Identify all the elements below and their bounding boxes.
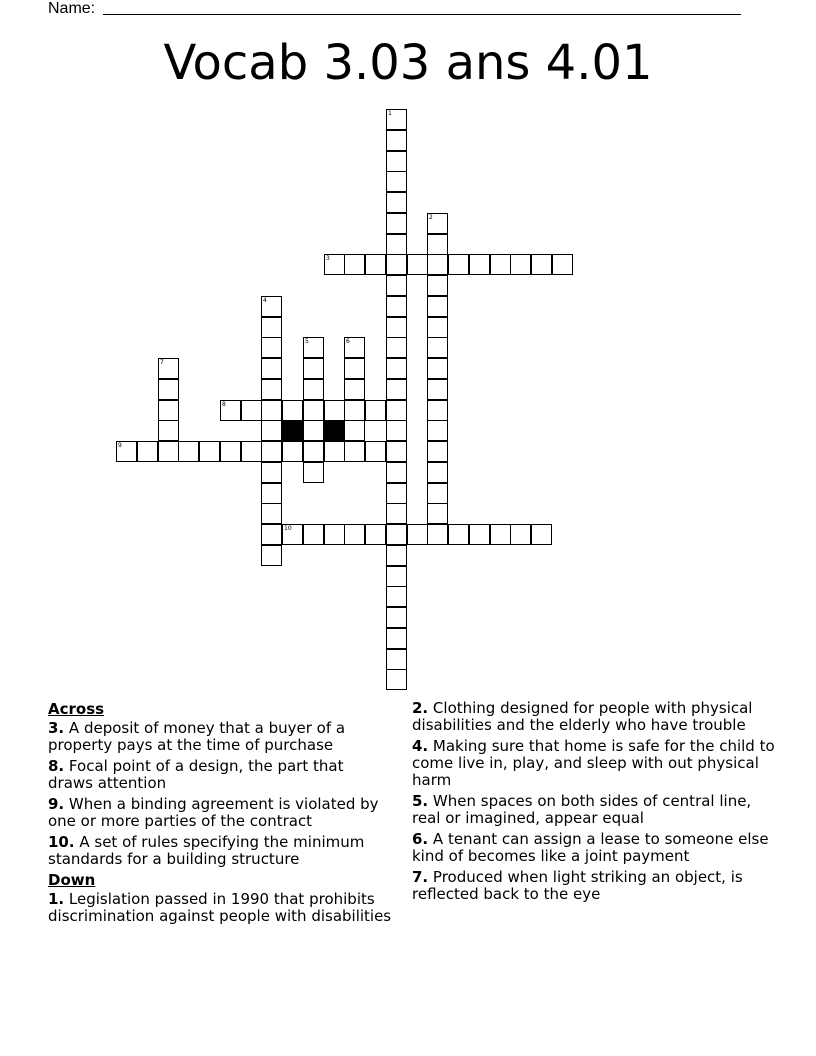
grid-cell[interactable]	[324, 400, 345, 421]
clue-across-9	[48, 796, 393, 830]
grid-cell[interactable]	[261, 462, 282, 483]
grid-cell[interactable]	[303, 441, 324, 462]
grid-cell[interactable]	[137, 441, 158, 462]
clue-number: 6.	[412, 830, 429, 848]
black-cell	[324, 420, 345, 441]
name-label: Name:	[48, 0, 96, 17]
grid-cell[interactable]	[510, 524, 531, 545]
grid-cell[interactable]	[261, 503, 282, 524]
grid-cell[interactable]	[386, 254, 407, 275]
down-heading: Down	[48, 871, 96, 889]
grid-cell[interactable]	[427, 234, 448, 255]
grid-cell[interactable]	[427, 420, 448, 441]
grid-cell[interactable]	[407, 254, 428, 275]
grid-cell[interactable]	[158, 379, 179, 400]
clue-text: Clothing designed for people with physical disabilities and the elderly who have trouble	[412, 699, 753, 734]
grid-cell[interactable]	[386, 337, 407, 358]
clue-number-label: 4	[263, 297, 267, 304]
grid-cell[interactable]	[427, 379, 448, 400]
clue-text: Focal point of a design, the part that draws attention	[48, 757, 344, 792]
clue-number: 4.	[412, 737, 429, 755]
grid-cell[interactable]	[158, 400, 179, 421]
clue-down-6	[412, 831, 777, 865]
grid-cell[interactable]	[365, 254, 386, 275]
grid-cell[interactable]	[365, 400, 386, 421]
grid-cell[interactable]	[344, 337, 365, 358]
grid-cell[interactable]	[158, 441, 179, 462]
clue-text: Produced when light striking an object, is reflected back to the eye	[412, 868, 743, 903]
grid-cell[interactable]	[386, 545, 407, 566]
grid-cell[interactable]	[427, 503, 448, 524]
grid-cell[interactable]	[427, 254, 448, 275]
clue-down-4	[412, 738, 777, 789]
grid-cell[interactable]	[261, 545, 282, 566]
grid-cell[interactable]	[303, 379, 324, 400]
grid-cell[interactable]	[386, 213, 407, 234]
grid-cell[interactable]	[344, 524, 365, 545]
clue-across-10	[48, 834, 393, 868]
grid-cell[interactable]	[531, 524, 552, 545]
grid-cell[interactable]	[116, 441, 137, 462]
clue-number-label: 9	[118, 442, 122, 449]
grid-cell[interactable]	[344, 441, 365, 462]
grid-cell[interactable]	[427, 275, 448, 296]
grid-cell[interactable]	[386, 441, 407, 462]
grid-cell[interactable]	[386, 420, 407, 441]
grid-cell[interactable]	[427, 337, 448, 358]
grid-cell[interactable]	[427, 524, 448, 545]
grid-cell[interactable]	[261, 483, 282, 504]
clue-number: 2.	[412, 699, 429, 717]
clue-number-label: 3	[326, 255, 330, 262]
grid-cell[interactable]	[469, 524, 490, 545]
grid-cell[interactable]	[158, 358, 179, 379]
clue-text: Making sure that home is safe for the child to come live in, play, and sleep with out physical harm	[412, 737, 775, 789]
grid-cell[interactable]	[282, 524, 303, 545]
grid-cell[interactable]	[386, 379, 407, 400]
grid-cell[interactable]	[365, 524, 386, 545]
grid-cell[interactable]	[261, 524, 282, 545]
clue-text: Legislation passed in 1990 that prohibits discrimination against people with disabilities	[48, 890, 392, 925]
clue-text: A deposit of money that a buyer of a property pays at the time of purchase	[48, 719, 346, 754]
clue-number: 9.	[48, 795, 65, 813]
clue-number-label: 7	[160, 359, 164, 366]
grid-cell[interactable]	[386, 192, 407, 213]
clue-text: When a binding agreement is violated by one or more parties of the contract	[48, 795, 379, 830]
clue-down-7	[412, 869, 777, 903]
grid-cell[interactable]	[386, 566, 407, 587]
grid-cell[interactable]	[261, 296, 282, 317]
clue-down-2	[412, 700, 777, 734]
grid-cell[interactable]	[365, 441, 386, 462]
grid-cell[interactable]	[386, 628, 407, 649]
grid-cell[interactable]	[282, 400, 303, 421]
clue-across-8	[48, 758, 393, 792]
clue-number-label: 1	[388, 110, 392, 117]
grid-cell[interactable]	[303, 400, 324, 421]
grid-cell[interactable]	[158, 420, 179, 441]
grid-cell[interactable]	[386, 317, 407, 338]
grid-cell[interactable]	[386, 586, 407, 607]
grid-cell[interactable]	[448, 524, 469, 545]
grid-cell[interactable]	[386, 462, 407, 483]
grid-cell[interactable]	[199, 441, 220, 462]
grid-cell[interactable]	[386, 607, 407, 628]
grid-cell[interactable]	[427, 400, 448, 421]
grid-cell[interactable]	[220, 400, 241, 421]
clue-number: 10.	[48, 833, 75, 851]
grid-cell[interactable]	[427, 317, 448, 338]
across-heading: Across	[48, 700, 105, 718]
grid-cell[interactable]	[386, 400, 407, 421]
page-title: Vocab 3.03 ans 4.01	[163, 35, 653, 91]
grid-cell[interactable]	[261, 358, 282, 379]
grid-cell[interactable]	[386, 503, 407, 524]
grid-cell[interactable]	[386, 275, 407, 296]
clue-number: 8.	[48, 757, 65, 775]
grid-cell[interactable]	[344, 400, 365, 421]
grid-cell[interactable]	[303, 337, 324, 358]
clue-number-label: 10	[284, 525, 292, 532]
clue-down-5	[412, 793, 777, 827]
grid-cell[interactable]	[261, 317, 282, 338]
grid-cell[interactable]	[303, 358, 324, 379]
grid-cell[interactable]	[386, 296, 407, 317]
clue-text: When spaces on both sides of central line, real or imagined, appear equal	[412, 792, 752, 827]
grid-cell[interactable]	[261, 400, 282, 421]
clue-number: 1.	[48, 890, 65, 908]
grid-cell[interactable]	[427, 358, 448, 379]
grid-cell[interactable]	[490, 254, 511, 275]
clue-down-1	[48, 891, 393, 925]
clue-across-3	[48, 720, 393, 754]
grid-cell[interactable]	[427, 483, 448, 504]
clue-number-label: 5	[305, 338, 309, 345]
grid-cell[interactable]	[324, 441, 345, 462]
grid-cell[interactable]	[386, 358, 407, 379]
grid-cell[interactable]	[386, 234, 407, 255]
clue-number: 5.	[412, 792, 429, 810]
grid-cell[interactable]	[261, 379, 282, 400]
grid-cell[interactable]	[220, 441, 241, 462]
grid-cell[interactable]	[386, 130, 407, 151]
clue-number-label: 2	[429, 214, 433, 221]
grid-cell[interactable]	[386, 109, 407, 130]
grid-cell[interactable]	[344, 358, 365, 379]
clues-left-column	[48, 700, 393, 929]
grid-cell[interactable]	[407, 524, 428, 545]
grid-cell[interactable]	[303, 420, 324, 441]
grid-cell[interactable]	[510, 254, 531, 275]
grid-cell[interactable]	[427, 441, 448, 462]
grid-cell[interactable]	[386, 151, 407, 172]
clues-right-column	[412, 700, 777, 907]
grid-cell[interactable]	[427, 462, 448, 483]
grid-cell[interactable]	[324, 524, 345, 545]
clue-text: A tenant can assign a lease to someone else kind of becomes like a joint payment	[412, 830, 769, 865]
black-cell	[282, 420, 303, 441]
grid-cell[interactable]	[490, 524, 511, 545]
grid-cell[interactable]	[344, 420, 365, 441]
clue-text: A set of rules specifying the minimum standards for a building structure	[48, 833, 365, 868]
grid-cell[interactable]	[386, 649, 407, 670]
grid-cell[interactable]	[303, 524, 324, 545]
clue-number: 7.	[412, 868, 429, 886]
clue-number-label: 6	[346, 338, 350, 345]
grid-cell[interactable]	[386, 524, 407, 545]
grid-cell[interactable]	[386, 669, 407, 690]
grid-cell[interactable]	[241, 400, 262, 421]
grid-cell[interactable]	[427, 296, 448, 317]
clue-number: 3.	[48, 719, 65, 737]
grid-cell[interactable]	[448, 254, 469, 275]
grid-cell[interactable]	[241, 441, 262, 462]
grid-cell[interactable]	[386, 483, 407, 504]
grid-cell[interactable]	[531, 254, 552, 275]
grid-cell[interactable]	[261, 420, 282, 441]
grid-cell[interactable]	[303, 462, 324, 483]
grid-cell[interactable]	[344, 379, 365, 400]
grid-cell[interactable]	[469, 254, 490, 275]
grid-cell[interactable]	[261, 441, 282, 462]
grid-cell[interactable]	[282, 441, 303, 462]
grid-cell[interactable]	[552, 254, 573, 275]
grid-cell[interactable]	[324, 254, 345, 275]
clue-number-label: 8	[222, 401, 226, 408]
grid-cell[interactable]	[386, 171, 407, 192]
grid-cell[interactable]	[178, 441, 199, 462]
grid-cell[interactable]	[344, 254, 365, 275]
grid-cell[interactable]	[427, 213, 448, 234]
grid-cell[interactable]	[261, 337, 282, 358]
